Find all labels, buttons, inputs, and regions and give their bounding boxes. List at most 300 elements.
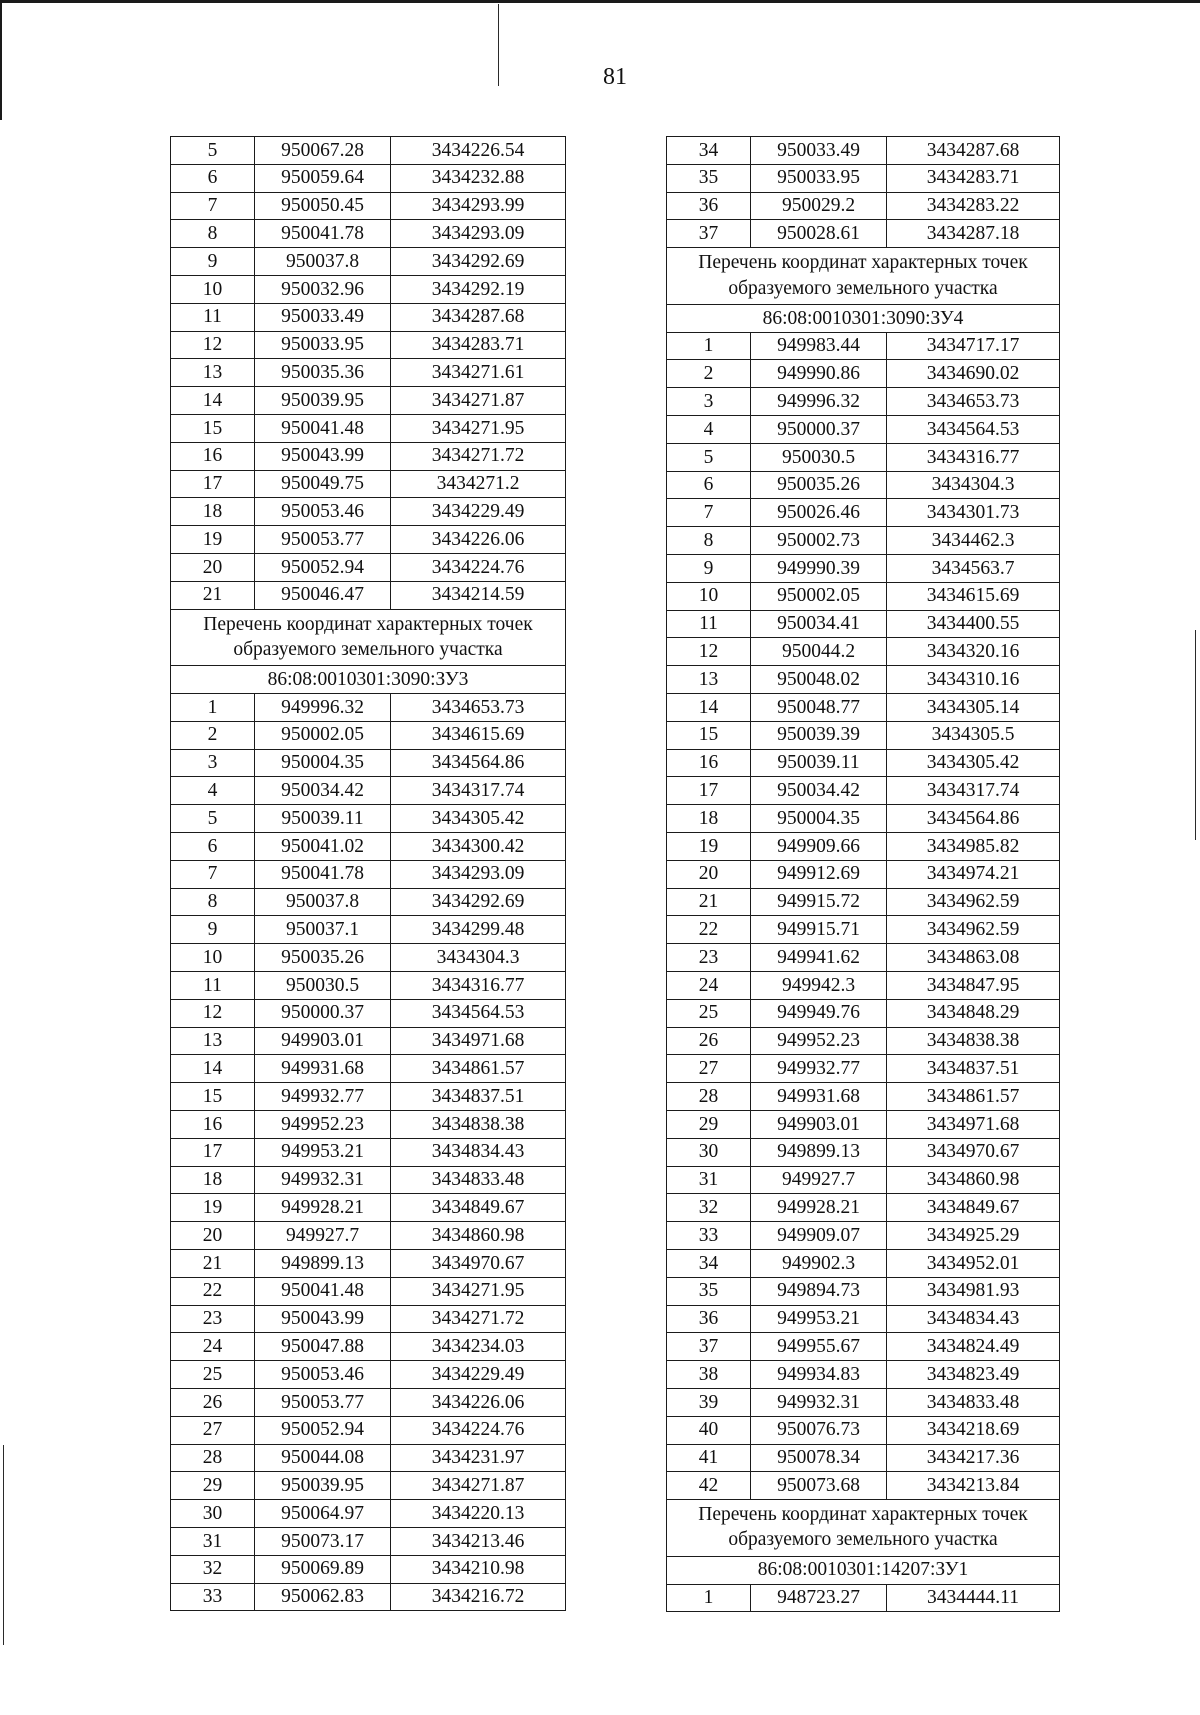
point-number: 4 bbox=[171, 777, 255, 805]
coordinate-x: 949928.21 bbox=[255, 1194, 391, 1222]
point-number: 6 bbox=[171, 833, 255, 861]
coordinate-x: 950037.8 bbox=[255, 888, 391, 916]
table-row bbox=[667, 610, 1060, 638]
point-number: 12 bbox=[171, 331, 255, 359]
coordinate-x: 950049.75 bbox=[255, 470, 391, 498]
table-row bbox=[171, 1110, 566, 1138]
point-number: 25 bbox=[171, 1361, 255, 1389]
coordinate-y: 3434231.97 bbox=[391, 1444, 566, 1472]
table-row bbox=[171, 164, 566, 192]
table-row bbox=[667, 555, 1060, 583]
table-row bbox=[667, 1444, 1060, 1472]
coordinate-x: 950067.28 bbox=[255, 137, 391, 165]
table-row bbox=[171, 944, 566, 972]
coordinate-x: 950044.2 bbox=[751, 638, 887, 666]
coordinate-x: 949927.7 bbox=[255, 1222, 391, 1250]
coordinate-y: 3434564.53 bbox=[391, 999, 566, 1027]
table-row bbox=[667, 360, 1060, 388]
left-rows-top bbox=[171, 137, 566, 610]
coordinate-x: 949903.01 bbox=[255, 1027, 391, 1055]
point-number: 42 bbox=[667, 1472, 751, 1500]
table-row bbox=[171, 1305, 566, 1333]
point-number: 34 bbox=[667, 137, 751, 165]
coordinate-y: 3434400.55 bbox=[887, 610, 1060, 638]
coordinate-y: 3434292.19 bbox=[391, 275, 566, 303]
coordinate-x: 950000.37 bbox=[255, 999, 391, 1027]
table-row bbox=[667, 1222, 1060, 1250]
coordinate-x: 950037.8 bbox=[255, 248, 391, 276]
coordinate-y: 3434293.09 bbox=[391, 860, 566, 888]
coordinate-y: 3434985.82 bbox=[887, 833, 1060, 861]
coordinate-x: 950004.35 bbox=[751, 805, 887, 833]
point-number: 29 bbox=[667, 1110, 751, 1138]
coordinate-y: 3434833.48 bbox=[391, 1166, 566, 1194]
point-number: 12 bbox=[667, 638, 751, 666]
point-number: 37 bbox=[667, 1333, 751, 1361]
table-row bbox=[667, 192, 1060, 220]
table-row bbox=[667, 972, 1060, 1000]
point-number: 33 bbox=[667, 1222, 751, 1250]
coordinate-x: 950000.37 bbox=[751, 416, 887, 444]
point-number: 6 bbox=[171, 164, 255, 192]
table-row bbox=[667, 833, 1060, 861]
coordinate-x: 950030.5 bbox=[751, 443, 887, 471]
coordinate-y: 3434218.69 bbox=[887, 1416, 1060, 1444]
coordinate-y: 3434229.49 bbox=[391, 498, 566, 526]
coordinate-x: 950004.35 bbox=[255, 749, 391, 777]
table-row bbox=[667, 1584, 1060, 1612]
coordinate-x: 949894.73 bbox=[751, 1277, 887, 1305]
coordinate-x: 949934.83 bbox=[751, 1361, 887, 1389]
coordinate-x: 949942.3 bbox=[751, 972, 887, 1000]
point-number: 4 bbox=[667, 416, 751, 444]
point-number: 17 bbox=[171, 470, 255, 498]
point-number: 7 bbox=[171, 192, 255, 220]
coordinate-x: 950059.64 bbox=[255, 164, 391, 192]
point-number: 1 bbox=[171, 694, 255, 722]
coordinate-x: 950029.2 bbox=[751, 192, 887, 220]
coordinate-x: 950026.46 bbox=[751, 499, 887, 527]
coordinate-y: 3434271.95 bbox=[391, 414, 566, 442]
coordinate-y: 3434847.95 bbox=[887, 972, 1060, 1000]
coordinate-x: 949899.13 bbox=[255, 1249, 391, 1277]
table-row bbox=[667, 749, 1060, 777]
coordinate-y: 3434320.16 bbox=[887, 638, 1060, 666]
point-number: 22 bbox=[667, 916, 751, 944]
coordinate-y: 3434316.77 bbox=[887, 443, 1060, 471]
coordinate-y: 3434837.51 bbox=[391, 1083, 566, 1111]
point-number: 13 bbox=[667, 666, 751, 694]
coordinate-y: 3434220.13 bbox=[391, 1500, 566, 1528]
point-number: 35 bbox=[667, 164, 751, 192]
point-number: 5 bbox=[171, 805, 255, 833]
coordinate-x: 949941.62 bbox=[751, 944, 887, 972]
point-number: 39 bbox=[667, 1388, 751, 1416]
point-number: 23 bbox=[171, 1305, 255, 1333]
coordinate-x: 950030.5 bbox=[255, 972, 391, 1000]
coordinate-x: 949931.68 bbox=[751, 1083, 887, 1111]
point-number: 16 bbox=[171, 1110, 255, 1138]
coordinate-y: 3434305.42 bbox=[887, 749, 1060, 777]
coordinate-y: 3434224.76 bbox=[391, 1416, 566, 1444]
coordinate-y: 3434971.68 bbox=[887, 1110, 1060, 1138]
coordinate-y: 3434952.01 bbox=[887, 1249, 1060, 1277]
table-row bbox=[171, 916, 566, 944]
coordinate-x: 949912.69 bbox=[751, 860, 887, 888]
point-number: 5 bbox=[667, 443, 751, 471]
table-row bbox=[667, 916, 1060, 944]
coordinate-y: 3434824.49 bbox=[887, 1333, 1060, 1361]
point-number: 14 bbox=[171, 387, 255, 415]
coordinate-x: 950048.77 bbox=[751, 694, 887, 722]
table-row bbox=[667, 860, 1060, 888]
table-row bbox=[171, 1472, 566, 1500]
table-row bbox=[667, 1249, 1060, 1277]
coordinate-y: 3434304.3 bbox=[887, 471, 1060, 499]
table-row bbox=[171, 1333, 566, 1361]
coordinate-x: 948723.27 bbox=[751, 1584, 887, 1612]
coordinate-y: 3434653.73 bbox=[391, 694, 566, 722]
table-row bbox=[171, 1083, 566, 1111]
coordinate-y: 3434861.57 bbox=[391, 1055, 566, 1083]
table-row bbox=[667, 805, 1060, 833]
coordinate-x: 950028.61 bbox=[751, 220, 887, 248]
point-number: 7 bbox=[667, 499, 751, 527]
point-number: 1 bbox=[667, 1584, 751, 1612]
coordinate-y: 3434615.69 bbox=[391, 721, 566, 749]
point-number: 13 bbox=[171, 1027, 255, 1055]
table-row bbox=[171, 721, 566, 749]
section-heading: Перечень координат характерных точек образуемого земельного участка bbox=[667, 248, 1060, 305]
coordinate-x: 950034.42 bbox=[751, 777, 887, 805]
coordinate-x: 950032.96 bbox=[255, 275, 391, 303]
coordinate-x: 950043.99 bbox=[255, 442, 391, 470]
table-row bbox=[171, 359, 566, 387]
coordinate-x: 950046.47 bbox=[255, 581, 391, 609]
table-row bbox=[667, 1305, 1060, 1333]
table-row bbox=[667, 499, 1060, 527]
coordinate-x: 950035.36 bbox=[255, 359, 391, 387]
table-row bbox=[667, 443, 1060, 471]
table-row bbox=[667, 1361, 1060, 1389]
table-row bbox=[171, 694, 566, 722]
point-number: 22 bbox=[171, 1277, 255, 1305]
coordinate-x: 950073.17 bbox=[255, 1527, 391, 1555]
table-row bbox=[171, 1527, 566, 1555]
point-number: 17 bbox=[667, 777, 751, 805]
coordinate-x: 950037.1 bbox=[255, 916, 391, 944]
coordinate-y: 3434317.74 bbox=[391, 777, 566, 805]
coordinate-y: 3434310.16 bbox=[887, 666, 1060, 694]
coordinate-x: 949909.07 bbox=[751, 1222, 887, 1250]
point-number: 21 bbox=[667, 888, 751, 916]
point-number: 30 bbox=[171, 1500, 255, 1528]
coordinate-y: 3434848.29 bbox=[887, 999, 1060, 1027]
coordinate-y: 3434283.22 bbox=[887, 192, 1060, 220]
point-number: 21 bbox=[171, 581, 255, 609]
point-number: 2 bbox=[667, 360, 751, 388]
point-number: 10 bbox=[171, 275, 255, 303]
coordinate-x: 949903.01 bbox=[751, 1110, 887, 1138]
point-number: 23 bbox=[667, 944, 751, 972]
point-number: 20 bbox=[667, 860, 751, 888]
coordinate-x: 950041.02 bbox=[255, 833, 391, 861]
coordinate-y: 3434849.67 bbox=[391, 1194, 566, 1222]
point-number: 8 bbox=[667, 527, 751, 555]
coordinate-x: 949932.77 bbox=[751, 1055, 887, 1083]
table-row bbox=[667, 694, 1060, 722]
coordinate-y: 3434316.77 bbox=[391, 972, 566, 1000]
table-row bbox=[171, 1222, 566, 1250]
coordinate-x: 950076.73 bbox=[751, 1416, 887, 1444]
coordinate-x: 949909.66 bbox=[751, 833, 887, 861]
table-row bbox=[667, 777, 1060, 805]
point-number: 31 bbox=[667, 1166, 751, 1194]
table-row bbox=[171, 1388, 566, 1416]
coordinates-table-left bbox=[170, 136, 566, 1611]
coordinate-x: 949996.32 bbox=[255, 694, 391, 722]
point-number: 16 bbox=[667, 749, 751, 777]
coordinate-x: 949952.23 bbox=[255, 1110, 391, 1138]
point-number: 3 bbox=[171, 749, 255, 777]
table-row bbox=[171, 1055, 566, 1083]
table-row bbox=[667, 721, 1060, 749]
coordinate-x: 950033.49 bbox=[255, 303, 391, 331]
coordinate-y: 3434981.93 bbox=[887, 1277, 1060, 1305]
point-number: 18 bbox=[171, 1166, 255, 1194]
coordinate-y: 3434962.59 bbox=[887, 916, 1060, 944]
coordinate-y: 3434283.71 bbox=[887, 164, 1060, 192]
coordinate-x: 949931.68 bbox=[255, 1055, 391, 1083]
point-number: 19 bbox=[171, 1194, 255, 1222]
coordinate-y: 3434214.59 bbox=[391, 581, 566, 609]
point-number: 37 bbox=[667, 220, 751, 248]
table-row bbox=[171, 470, 566, 498]
point-number: 7 bbox=[171, 860, 255, 888]
coordinate-y: 3434925.29 bbox=[887, 1222, 1060, 1250]
coordinate-y: 3434234.03 bbox=[391, 1333, 566, 1361]
coordinate-x: 950039.95 bbox=[255, 387, 391, 415]
coordinate-y: 3434305.42 bbox=[391, 805, 566, 833]
table-row bbox=[667, 582, 1060, 610]
coordinate-x: 949952.23 bbox=[751, 1027, 887, 1055]
coordinate-y: 3434299.48 bbox=[391, 916, 566, 944]
coordinate-y: 3434971.68 bbox=[391, 1027, 566, 1055]
table-row bbox=[667, 999, 1060, 1027]
coordinate-y: 3434564.53 bbox=[887, 416, 1060, 444]
point-number: 27 bbox=[667, 1055, 751, 1083]
table-row bbox=[171, 1194, 566, 1222]
coordinate-y: 3434292.69 bbox=[391, 248, 566, 276]
coordinates-table-right bbox=[666, 136, 1060, 1612]
point-number: 9 bbox=[171, 248, 255, 276]
coordinate-y: 3434863.08 bbox=[887, 944, 1060, 972]
table-row bbox=[667, 1083, 1060, 1111]
coordinate-x: 950035.26 bbox=[255, 944, 391, 972]
coordinate-y: 3434970.67 bbox=[887, 1138, 1060, 1166]
point-number: 36 bbox=[667, 1305, 751, 1333]
point-number: 14 bbox=[667, 694, 751, 722]
coordinate-y: 3434690.02 bbox=[887, 360, 1060, 388]
coordinate-x: 950039.39 bbox=[751, 721, 887, 749]
coordinate-x: 950002.05 bbox=[255, 721, 391, 749]
coordinate-y: 3434213.84 bbox=[887, 1472, 1060, 1500]
point-number: 32 bbox=[171, 1555, 255, 1583]
coordinate-x: 949955.67 bbox=[751, 1333, 887, 1361]
point-number: 19 bbox=[171, 526, 255, 554]
table-row bbox=[667, 471, 1060, 499]
table-row bbox=[171, 220, 566, 248]
table-row bbox=[171, 1027, 566, 1055]
coordinate-x: 950033.95 bbox=[255, 331, 391, 359]
table-row bbox=[667, 416, 1060, 444]
table-row bbox=[171, 860, 566, 888]
table-row bbox=[171, 777, 566, 805]
coordinate-y: 3434444.11 bbox=[887, 1584, 1060, 1612]
table-row bbox=[171, 387, 566, 415]
coordinate-y: 3434838.38 bbox=[887, 1027, 1060, 1055]
cadastral-number: 86:08:0010301:3090:ЗУ4 bbox=[667, 304, 1060, 332]
point-number: 25 bbox=[667, 999, 751, 1027]
table-row bbox=[667, 888, 1060, 916]
point-number: 35 bbox=[667, 1277, 751, 1305]
table-row bbox=[667, 1416, 1060, 1444]
point-number: 3 bbox=[667, 388, 751, 416]
table-row bbox=[171, 498, 566, 526]
scan-artifact-mark bbox=[1195, 630, 1196, 840]
section-heading: Перечень координат характерных точек образуемого земельного участка bbox=[171, 609, 566, 666]
coordinate-y: 3434210.98 bbox=[391, 1555, 566, 1583]
point-number: 2 bbox=[171, 721, 255, 749]
scan-artifact-mark bbox=[3, 1445, 4, 1645]
coordinate-x: 950062.83 bbox=[255, 1583, 391, 1611]
right-rows-section1 bbox=[667, 332, 1060, 1499]
coordinate-x: 950048.02 bbox=[751, 666, 887, 694]
coordinate-x: 949983.44 bbox=[751, 332, 887, 360]
table-row bbox=[667, 944, 1060, 972]
coordinate-y: 3434304.3 bbox=[391, 944, 566, 972]
coordinate-y: 3434293.09 bbox=[391, 220, 566, 248]
coordinate-x: 950039.11 bbox=[255, 805, 391, 833]
table-row bbox=[171, 833, 566, 861]
coordinate-y: 3434860.98 bbox=[887, 1166, 1060, 1194]
coordinate-x: 950053.46 bbox=[255, 498, 391, 526]
table-row bbox=[171, 999, 566, 1027]
point-number: 13 bbox=[171, 359, 255, 387]
coordinate-x: 949990.39 bbox=[751, 555, 887, 583]
table-row bbox=[171, 1500, 566, 1528]
table-row bbox=[667, 1333, 1060, 1361]
point-number: 19 bbox=[667, 833, 751, 861]
point-number: 20 bbox=[171, 1222, 255, 1250]
coordinate-y: 3434293.99 bbox=[391, 192, 566, 220]
coordinate-x: 950069.89 bbox=[255, 1555, 391, 1583]
point-number: 28 bbox=[667, 1083, 751, 1111]
coordinate-x: 949932.31 bbox=[751, 1388, 887, 1416]
coordinate-x: 950047.88 bbox=[255, 1333, 391, 1361]
coordinate-y: 3434232.88 bbox=[391, 164, 566, 192]
coordinate-x: 949927.7 bbox=[751, 1166, 887, 1194]
coordinate-y: 3434317.74 bbox=[887, 777, 1060, 805]
scan-top-edge bbox=[0, 0, 1200, 3]
table-row bbox=[171, 137, 566, 165]
right-rows-top bbox=[667, 137, 1060, 248]
table-row bbox=[171, 303, 566, 331]
table-row bbox=[667, 1110, 1060, 1138]
coordinate-x: 949915.71 bbox=[751, 916, 887, 944]
point-number: 11 bbox=[171, 972, 255, 1000]
table-row bbox=[171, 888, 566, 916]
coordinate-y: 3434216.72 bbox=[391, 1583, 566, 1611]
table-row bbox=[667, 388, 1060, 416]
coordinate-x: 950033.95 bbox=[751, 164, 887, 192]
coordinate-x: 950039.11 bbox=[751, 749, 887, 777]
coordinate-y: 3434271.72 bbox=[391, 442, 566, 470]
coordinate-y: 3434224.76 bbox=[391, 553, 566, 581]
coordinate-y: 3434974.21 bbox=[887, 860, 1060, 888]
coordinate-x: 950041.78 bbox=[255, 220, 391, 248]
coordinate-y: 3434292.69 bbox=[391, 888, 566, 916]
point-number: 28 bbox=[171, 1444, 255, 1472]
scan-left-edge bbox=[0, 0, 2, 120]
section-heading: Перечень координат характерных точек образуемого земельного участка bbox=[667, 1500, 1060, 1557]
coordinate-x: 950053.77 bbox=[255, 526, 391, 554]
table-row bbox=[667, 1388, 1060, 1416]
left-rows-section bbox=[171, 694, 566, 1611]
point-number: 18 bbox=[667, 805, 751, 833]
point-number: 29 bbox=[171, 1472, 255, 1500]
table-row bbox=[667, 164, 1060, 192]
coordinate-x: 950052.94 bbox=[255, 553, 391, 581]
coordinate-y: 3434563.7 bbox=[887, 555, 1060, 583]
point-number: 5 bbox=[171, 137, 255, 165]
table-row bbox=[171, 1138, 566, 1166]
coordinate-x: 949996.32 bbox=[751, 388, 887, 416]
coordinate-y: 3434226.54 bbox=[391, 137, 566, 165]
coordinate-y: 3434653.73 bbox=[887, 388, 1060, 416]
coordinate-y: 3434226.06 bbox=[391, 1388, 566, 1416]
coordinate-y: 3434823.49 bbox=[887, 1361, 1060, 1389]
coordinate-x: 950041.48 bbox=[255, 1277, 391, 1305]
table-row bbox=[171, 414, 566, 442]
coordinate-x: 950052.94 bbox=[255, 1416, 391, 1444]
point-number: 40 bbox=[667, 1416, 751, 1444]
coordinate-x: 949932.77 bbox=[255, 1083, 391, 1111]
coordinate-x: 950034.42 bbox=[255, 777, 391, 805]
coordinate-y: 3434564.86 bbox=[887, 805, 1060, 833]
coordinate-y: 3434717.17 bbox=[887, 332, 1060, 360]
table-row bbox=[667, 220, 1060, 248]
coordinate-x: 949949.76 bbox=[751, 999, 887, 1027]
coordinate-y: 3434962.59 bbox=[887, 888, 1060, 916]
coordinate-y: 3434837.51 bbox=[887, 1055, 1060, 1083]
table-row bbox=[171, 1416, 566, 1444]
table-row bbox=[171, 1583, 566, 1611]
point-number: 11 bbox=[667, 610, 751, 638]
coordinate-y: 3434305.14 bbox=[887, 694, 1060, 722]
coordinate-y: 3434271.61 bbox=[391, 359, 566, 387]
point-number: 9 bbox=[667, 555, 751, 583]
point-number: 1 bbox=[667, 332, 751, 360]
table-row bbox=[171, 1277, 566, 1305]
table-row bbox=[171, 331, 566, 359]
point-number: 8 bbox=[171, 888, 255, 916]
right-rows-section2 bbox=[667, 1584, 1060, 1612]
point-number: 24 bbox=[667, 972, 751, 1000]
coordinate-x: 950050.45 bbox=[255, 192, 391, 220]
point-number: 21 bbox=[171, 1249, 255, 1277]
coordinate-x: 950078.34 bbox=[751, 1444, 887, 1472]
